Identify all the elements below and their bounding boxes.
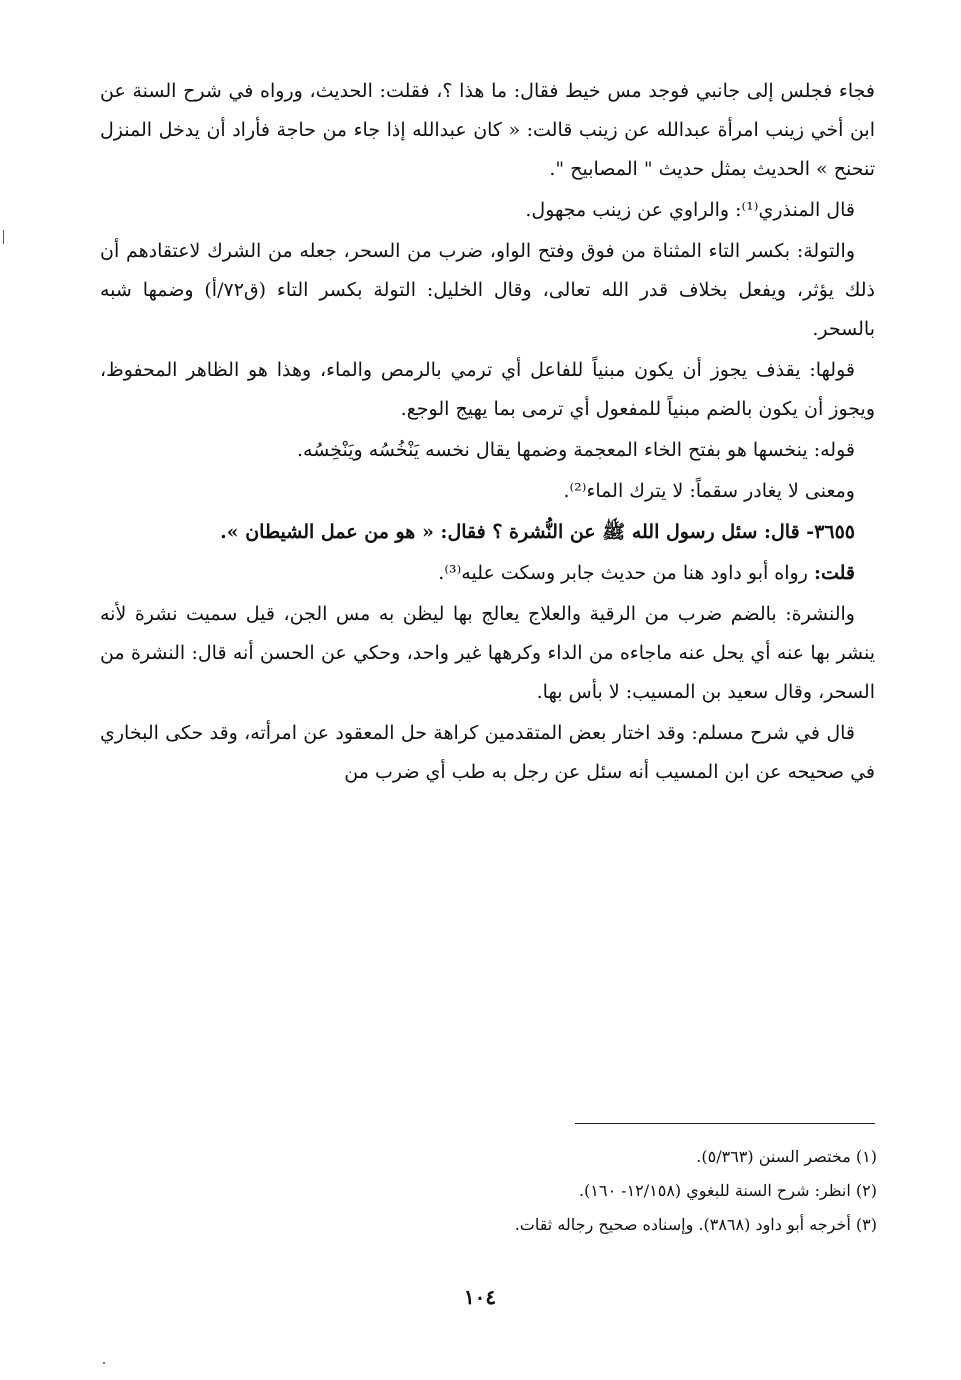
footnote-3: (٣) أخرجه أبو داود (٣٨٦٨). وإسناده صحيح رجاله ثقات.	[514, 1215, 877, 1234]
scan-edge-mark	[3, 230, 4, 244]
paragraph-5: قوله: ينخسها هو بفتح الخاء المعجمة وضمها يقال نخسه يَنْخُسُه ويَنْخِسُه.	[297, 439, 855, 461]
scan-dust-mark	[103, 1362, 105, 1364]
commentary-paragraph	[100, 554, 875, 593]
hadith-heading: ٣٦٥٥- قال: سئل رسول الله ﷺ عن النُّشرة ؟ فقال: « هو من عمل الشيطان ».	[220, 521, 855, 543]
paragraph-6: ومعنى لا يغادر سقماً: لا يترك الماء⁽²⁾.	[563, 480, 855, 502]
footnote-2: (٢) انظر: شرح السنة للبغوي (١٢/١٥٨- ١٦٠).	[578, 1181, 877, 1200]
paragraph-2: قال المنذري⁽¹⁾: والراوي عن زينب مجهول.	[525, 199, 855, 221]
main-text	[100, 72, 875, 794]
footnote-1: (١) مختصر السنن (٥/٣٦٣).	[696, 1147, 877, 1166]
paragraph-8: قال في شرح مسلم: وقد اختار بعض المتقدمين كراهة حل المعقود عن امرأته، وقد حكى البخاري في صحيحه عن ابن المسيب أنه سئل عن رجل به طب أي ضرب من	[100, 722, 875, 783]
footnote-divider	[575, 1123, 875, 1124]
page-number: ١٠٤	[463, 1285, 497, 1309]
paragraph-1: فجاء فجلس إلى جانبي فوجد مس خيط فقال: ما هذا ؟، فقلت: الحديث، ورواه في شرح السنة عن ابن أخي زينب امرأة عبدالله عن زينب قالت: « كان عبدالله إذا جاء من حاجة فأراد أن يدخل المنزل تنحنح » الحديث بمثل حديث " المصابيح ".	[100, 80, 875, 180]
paragraph-4: قولها: يقذف يجوز أن يكون مبنياً للفاعل أي ترمي بالرمص والماء، وهذا هو الظاهر المحفوظ، ويجوز أن يكون بالضم مبنياً للمفعول أي ترمى بما يهيج الوجع.	[100, 359, 875, 420]
footnotes	[300, 1140, 877, 1242]
commentary-label: قلت:	[813, 562, 855, 584]
commentary-text: رواه أبو داود هنا من حديث جابر وسكت عليه⁽³⁾.	[438, 562, 808, 584]
paragraph-7: والنشرة: بالضم ضرب من الرقية والعلاج يعالج بها ليظن به مس الجن، قيل سميت نشرة لأنه ينشر بها عنه أي يحل عنه ماجاءه من الداء وكرهها غير واحد، وحكي عن الحسن أنه قال: النشرة من السحر، وقال سعيد بن المسيب: لا بأس بها.	[100, 603, 875, 703]
paragraph-3: والتولة: بكسر التاء المثناة من فوق وفتح الواو، ضرب من السحر، جعله من الشرك لاعتقادهم أن ذلك يؤثر، ويفعل بخلاف قدر الله تعالى، وقال الخليل: التولة بكسر التاء (ق٧٢/أ) وضمها شبه بالسحر.	[100, 240, 875, 340]
